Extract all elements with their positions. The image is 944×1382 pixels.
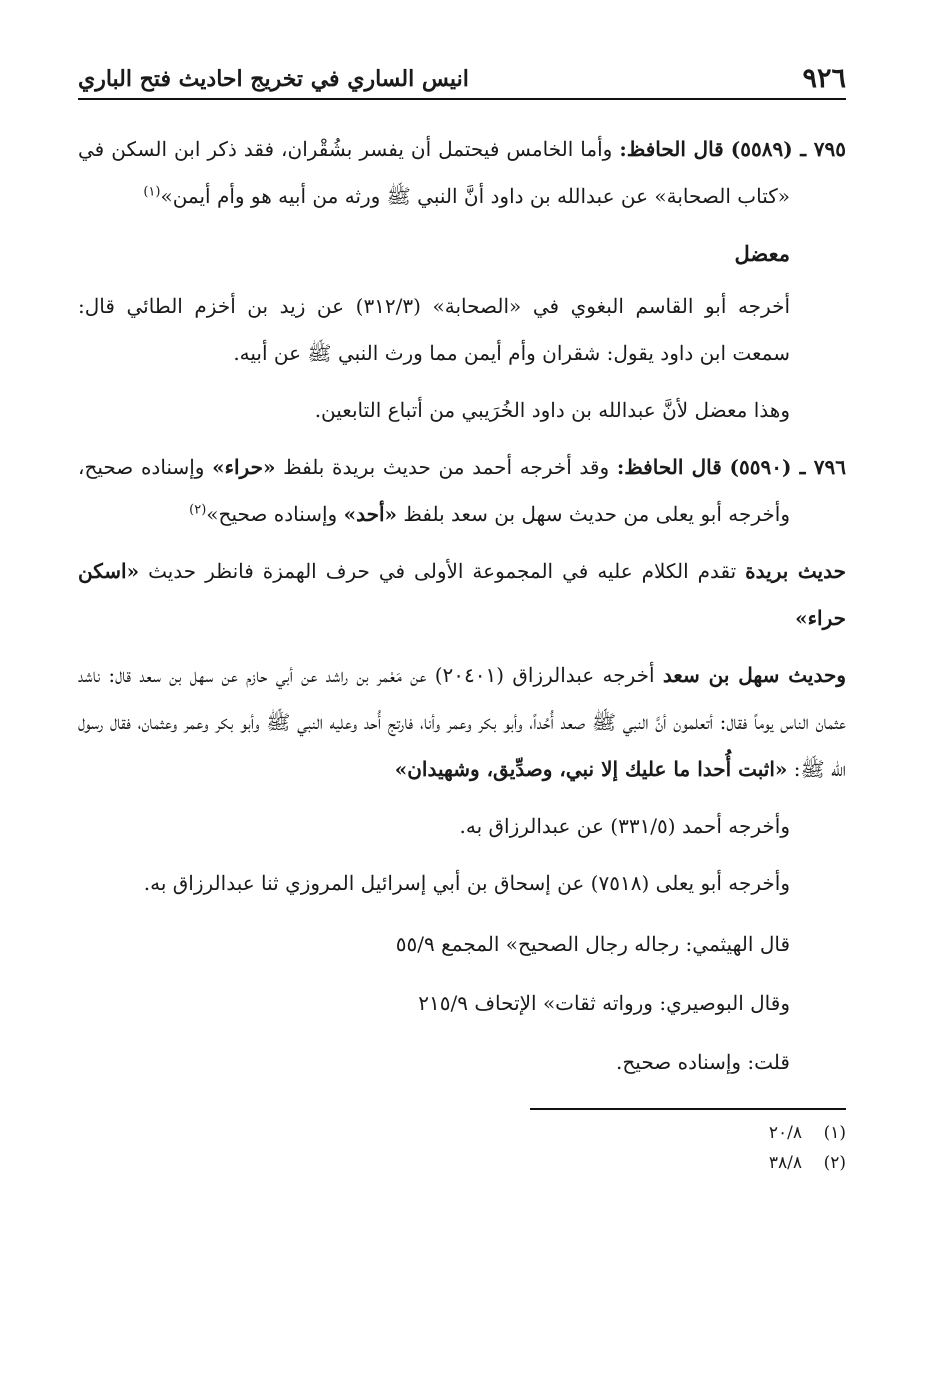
book-title: انيس الساري في تخريج احاديث فتح الباري [78,66,469,92]
entry-796 [78,444,846,538]
footnote-1 [78,1118,846,1148]
footnote-ref-2[interactable]: (٢) [189,502,207,518]
quote-busiri: وقال البوصيري: ورواته ثقات» الإتحاف ٢١٥/٩ [418,991,790,1015]
paragraph-text: تقدم الكلام عليه في المجموعة الأولى في حرف الهمزة فانظر حديث [139,559,746,583]
entry-text-2: وإسناده صحيح، وأخرجه أبو يعلى من حديث سهل بن سعد بلفظ [78,455,790,526]
hadith-matn: «اثبت أُحدا ما عليك إلا نبي، وصدِّيق، وشهيدان» [394,757,788,781]
entry-795 [78,126,846,220]
entry-number: ٧٩٥ ـ (٥٥٨٩) [730,137,846,161]
footnote-divider [530,1108,846,1110]
entry-bold-1: «حراء» [212,455,276,479]
footnote-mark: (٢) [823,1153,846,1173]
paragraph-sahl [78,652,846,793]
hadith-title: «اسكن حراء» [78,559,846,630]
footnote-2 [78,1148,846,1178]
quote-conclusion: قلت: وإسناده صحيح. [616,1050,790,1074]
page-number: ٩٢٦ [802,63,846,94]
paragraph-muadal-reason: وهذا معضل لأنَّ عبدالله بن داود الخُرَيبي من أتباع التابعين. [314,398,790,422]
paragraph-abu-yala: وأخرجه أبو يعلى (٧٥١٨) عن إسحاق بن أبي إسرائيل المروزي ثنا عبدالرزاق به. [143,871,790,895]
footnote-text: ٢٠/٨ [768,1123,802,1143]
paragraph-text: أخرجه عبدالرزاق (٢٠٤٠١) عن مَعْمر بن راشد عن أبي حازم عن سهل بن سعد قال: ناشد عثمان الناس يوماً فقال: أتعلمون أنَّ النبي ﷺ صعد أُحُداً، وأبو بكر وعمر وأنا، فارتج أُحد وعليه النبي ﷺ وأبو بكر وعمر وعثمان، فقال رسول الله ﷺ: [78,663,846,781]
entry-label: قال الحافظ: [616,455,722,479]
paragraph-buraida [78,548,846,642]
running-header [78,52,846,100]
entry-number: ٧٩٦ ـ (٥٥٩٠) [729,455,847,479]
page-content [78,126,846,1178]
document-page [78,52,846,1352]
footnote-text: ٣٨/٨ [768,1153,802,1173]
entry-label: قال الحافظ: [619,137,724,161]
hadith-name-sahl: وحديث سهل بن سعد [662,663,846,687]
quotes-block [78,921,846,1086]
entry-text: وأما الخامس فيحتمل أن يفسر بشُقْران، فقد ذكر ابن السكن في «كتاب الصحابة» عن عبدالله بن داود أنَّ النبي ﷺ ورثه من أبيه هو وأم أيمن» [78,137,790,208]
footnote-ref-1[interactable]: (١) [143,184,161,200]
hadith-name-buraida: حديث بريدة [745,559,846,583]
entry-text-3: وإسناده صحيح» [206,502,344,526]
quote-haythami: قال الهيثمي: رجاله رجال الصحيح» المجمع ٥٥/٩ [395,932,790,956]
section-title-muadal: معضل [734,241,790,266]
entry-bold-2: «أحد» [343,502,397,526]
entry-text-1: وقد أخرجه أحمد من حديث بريدة بلفظ [275,455,617,479]
footnote-mark: (١) [823,1123,846,1143]
paragraph-baghawi: أخرجه أبو القاسم البغوي في «الصحابة» (٣١٢/٣) عن زيد بن أخزم الطائي قال: سمعت ابن داود يقول: شقران وأم أيمن مما ورث النبي ﷺ عن أبيه. [78,294,790,365]
paragraph-ahmad: وأخرجه أحمد (٣٣١/٥) عن عبدالرزاق به. [459,814,790,838]
footnotes [78,1118,846,1178]
